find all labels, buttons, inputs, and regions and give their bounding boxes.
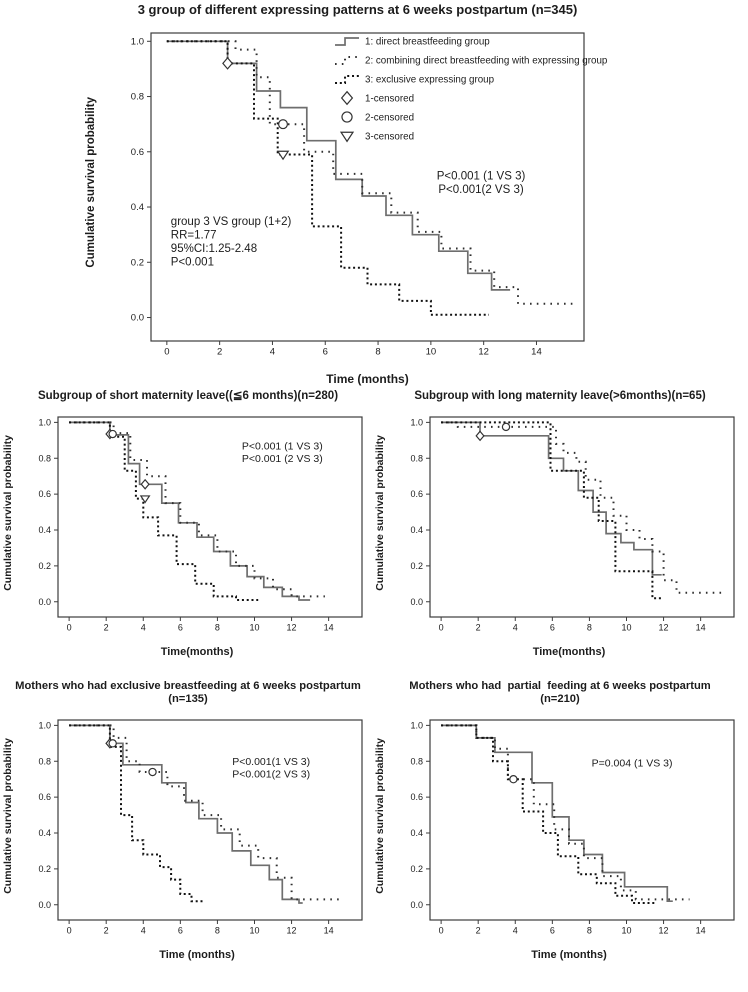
svg-text:0: 0 [438,622,444,633]
panel-short-leave-body [2,407,374,645]
svg-text:0.8: 0.8 [410,756,423,767]
svg-text:0.6: 0.6 [38,792,51,803]
panel-long-leave-title: Subgroup with long maternity leave(>6months)(n=65) [414,390,706,402]
panel-exclusive-bf [2,680,374,961]
svg-text:RR=1.77: RR=1.77 [170,229,217,242]
svg-text:14: 14 [695,622,706,633]
svg-text:0: 0 [164,346,170,357]
svg-text:14: 14 [323,925,334,936]
svg-text:P<0.001 (2 VS 3): P<0.001 (2 VS 3) [241,452,323,465]
panel-partial-feeding-ylabel: Cumulative survival probability [374,737,386,894]
svg-text:0.6: 0.6 [410,792,423,803]
svg-text:0.0: 0.0 [130,312,144,324]
svg-text:12: 12 [286,925,297,936]
svg-text:10: 10 [425,346,437,357]
svg-text:12: 12 [658,622,669,633]
svg-text:0.2: 0.2 [410,863,423,874]
svg-text:14: 14 [323,622,334,633]
svg-text:P=0.004 (1 VS 3): P=0.004 (1 VS 3) [591,757,673,770]
svg-text:P<0.001: P<0.001 [170,256,214,269]
panel-overall-ylabel: Cumulative survival probability [85,97,97,268]
svg-text:2: 2 [103,622,109,633]
svg-text:2: 2 [103,925,109,936]
svg-text:0.4: 0.4 [38,524,51,535]
svg-text:4: 4 [512,622,518,633]
svg-text:10: 10 [621,622,632,633]
svg-text:1.0: 1.0 [38,720,51,731]
svg-text:1.0: 1.0 [38,417,51,428]
survival-plot-overall [105,21,610,371]
panel-exclusive-bf-xlabel: Time (months) [159,948,235,961]
svg-text:6: 6 [177,925,183,936]
svg-text:0.8: 0.8 [38,453,51,464]
svg-text:14: 14 [531,346,542,357]
panel-exclusive-bf-body [2,710,374,948]
svg-text:0.0: 0.0 [410,596,423,607]
svg-text:4: 4 [269,346,276,357]
svg-text:8: 8 [586,925,592,936]
svg-text:2: combining direct breastfeed: 2: combining direct breastfeeding with expressing group [365,55,608,67]
panel-exclusive-bf-title: Mothers who had exclusive breastfeeding at 6 weeks postpartum [15,680,361,692]
svg-text:P<0.001 (1 VS 3): P<0.001 (1 VS 3) [241,440,323,453]
panel-long-leave-xlabel: Time(months) [532,645,606,658]
svg-text:12: 12 [286,622,297,633]
svg-text:1.0: 1.0 [130,35,144,47]
svg-text:group 3 VS group (1+2): group 3 VS group (1+2) [170,215,292,228]
panel-partial-feeding-body [374,710,746,948]
survival-plot-long-leave [392,407,744,645]
panel-short-leave [2,390,374,658]
panel-partial-feeding [374,680,746,961]
svg-text:6: 6 [177,622,183,633]
svg-text:8: 8 [375,346,381,357]
svg-text:0.4: 0.4 [130,201,144,213]
svg-text:0: 0 [66,925,72,936]
panel-overall-title: 3 group of different expressing patterns at 6 weeks postpartum (n=345) [137,2,578,17]
svg-text:10: 10 [249,622,260,633]
panel-exclusive-bf-ylabel: Cumulative survival probability [2,737,14,894]
panel-long-leave-ylabel: Cumulative survival probability [374,434,386,591]
svg-text:8: 8 [214,622,220,633]
svg-text:0.0: 0.0 [38,899,51,910]
panel-overall [85,2,630,386]
svg-text:0.2: 0.2 [410,560,423,571]
svg-text:6: 6 [549,622,555,633]
svg-text:6: 6 [322,346,328,357]
svg-text:P<0.001(1 VS 3): P<0.001(1 VS 3) [232,755,311,768]
svg-text:10: 10 [621,925,632,936]
svg-text:0.8: 0.8 [410,453,423,464]
svg-text:14: 14 [695,925,706,936]
survival-plot-partial-feeding [392,710,744,948]
svg-text:0.2: 0.2 [38,560,51,571]
panel-short-leave-xlabel: Time(months) [160,645,234,658]
svg-text:3-censored: 3-censored [365,131,415,143]
svg-text:1.0: 1.0 [410,417,423,428]
svg-text:3: exclusive expressing group: 3: exclusive expressing group [365,74,495,86]
svg-text:10: 10 [249,925,260,936]
svg-text:0.4: 0.4 [410,827,423,838]
svg-text:0.0: 0.0 [38,596,51,607]
svg-text:0.6: 0.6 [38,488,51,499]
svg-text:1.0: 1.0 [410,720,423,731]
panel-exclusive-bf-subtitle: (n=135) [168,693,208,706]
panel-partial-feeding-title: Mothers who had partial feeding at 6 weeks postpartum [409,680,711,692]
svg-text:4: 4 [140,925,146,936]
svg-text:0.6: 0.6 [410,488,423,499]
panel-overall-xlabel: Time (months) [326,371,409,386]
svg-text:4: 4 [512,925,518,936]
svg-text:0.2: 0.2 [130,256,144,268]
svg-text:P<0.001(2 VS 3): P<0.001(2 VS 3) [438,183,524,196]
svg-text:0: 0 [438,925,444,936]
svg-text:95%CI:1.25-2.48: 95%CI:1.25-2.48 [170,242,258,255]
svg-text:0.0: 0.0 [410,899,423,910]
svg-text:2: 2 [216,346,223,357]
panel-short-leave-title: Subgroup of short maternity leave((≦6 months)(n=280) [37,390,339,402]
svg-text:0.4: 0.4 [38,827,51,838]
svg-text:P<0.001(2 VS 3): P<0.001(2 VS 3) [232,768,311,781]
survival-plot-exclusive-bf [20,710,372,948]
svg-text:0.4: 0.4 [410,524,423,535]
svg-text:4: 4 [140,622,146,633]
panel-long-leave-body [374,407,746,645]
panel-partial-feeding-xlabel: Time (months) [531,948,607,961]
panel-overall-body [85,21,630,371]
svg-text:12: 12 [658,925,669,936]
svg-text:1-censored: 1-censored [365,93,415,105]
survival-plot-short-leave [20,407,372,645]
svg-text:2: 2 [475,622,481,633]
panel-long-leave [374,390,746,658]
svg-text:12: 12 [478,346,489,357]
svg-text:2-censored: 2-censored [365,112,415,124]
svg-text:0.8: 0.8 [38,756,51,767]
panel-partial-feeding-subtitle: (n=210) [540,693,580,706]
svg-text:P<0.001 (1 VS 3): P<0.001 (1 VS 3) [436,169,526,182]
svg-text:0.8: 0.8 [130,91,144,103]
svg-text:8: 8 [214,925,220,936]
svg-text:0: 0 [66,622,72,633]
svg-text:0.2: 0.2 [38,863,51,874]
svg-text:2: 2 [475,925,481,936]
svg-text:1: direct breastfeeding group: 1: direct breastfeeding group [365,36,490,48]
panel-short-leave-ylabel: Cumulative survival probability [2,434,14,591]
svg-text:0.6: 0.6 [130,146,144,158]
svg-text:6: 6 [549,925,555,936]
svg-text:8: 8 [586,622,592,633]
